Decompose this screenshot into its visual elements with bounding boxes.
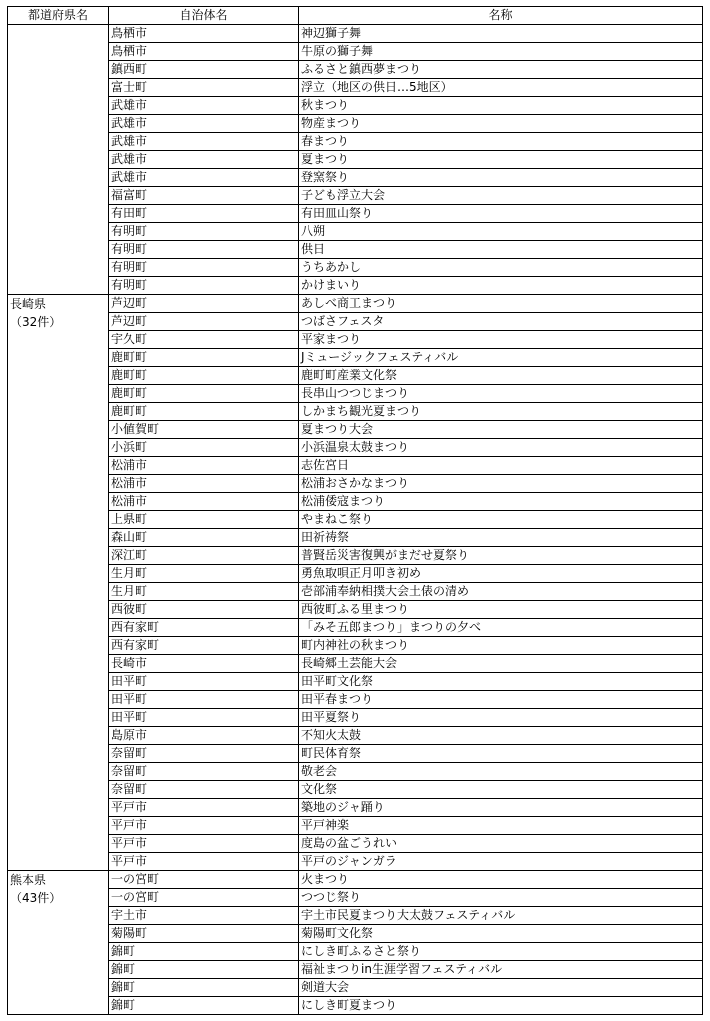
municipality-cell: 平戸市 (109, 853, 299, 871)
municipality-cell: 錦町 (109, 979, 299, 997)
table-row (8, 97, 703, 115)
event-name-cell: 福祉まつりin生涯学習フェスティバル (299, 961, 703, 979)
municipality-cell: 錦町 (109, 961, 299, 979)
event-name-cell: 平家まつり (299, 331, 703, 349)
municipality-cell: 深江町 (109, 547, 299, 565)
event-name-cell: 物産まつり (299, 115, 703, 133)
prefecture-cell (8, 25, 109, 295)
table-row (8, 349, 703, 367)
event-name-cell: 夏まつり (299, 151, 703, 169)
event-name-cell: 敬老会 (299, 763, 703, 781)
event-name-cell: 長串山つつじまつり (299, 385, 703, 403)
event-name-cell: Jミュージックフェスティバル (299, 349, 703, 367)
table-row (8, 331, 703, 349)
event-name-cell: 「みそ五郎まつり」まつりの夕べ (299, 619, 703, 637)
event-name-cell: 松浦おさかなまつり (299, 475, 703, 493)
municipality-cell: 菊陽町 (109, 925, 299, 943)
prefecture-count: （43件） (10, 891, 62, 905)
table-row (8, 79, 703, 97)
table-row (8, 925, 703, 943)
event-name-cell: 有田皿山祭り (299, 205, 703, 223)
table-row (8, 727, 703, 745)
event-name-cell: つばさフェスタ (299, 313, 703, 331)
prefecture-cell (8, 871, 109, 1015)
table-row (8, 187, 703, 205)
table-row (8, 547, 703, 565)
table-row (8, 817, 703, 835)
table-row (8, 799, 703, 817)
table-row (8, 295, 703, 313)
municipality-cell: 宇久町 (109, 331, 299, 349)
prefecture-cell (8, 295, 109, 871)
municipality-cell: 田平町 (109, 673, 299, 691)
municipality-cell: 武雄市 (109, 169, 299, 187)
table-row (8, 421, 703, 439)
municipality-cell: 有明町 (109, 241, 299, 259)
municipality-cell: 小浜町 (109, 439, 299, 457)
event-name-cell: 志佐宮日 (299, 457, 703, 475)
table-row (8, 115, 703, 133)
municipality-cell: 鳥栖市 (109, 25, 299, 43)
table-row (8, 205, 703, 223)
event-name-cell: ふるさと鎮西夢まつり (299, 61, 703, 79)
table-row (8, 403, 703, 421)
municipality-cell: 武雄市 (109, 115, 299, 133)
table-row (8, 457, 703, 475)
header-municipality: 自治体名 (109, 7, 299, 25)
event-name-cell: かけまいり (299, 277, 703, 295)
event-name-cell: 田平夏祭り (299, 709, 703, 727)
municipality-cell: 錦町 (109, 997, 299, 1015)
municipality-cell: 森山町 (109, 529, 299, 547)
municipality-cell: 小値賀町 (109, 421, 299, 439)
table-row (8, 889, 703, 907)
event-name-cell: 宇土市民夏まつり大太鼓フェスティバル (299, 907, 703, 925)
municipality-cell: 西有家町 (109, 637, 299, 655)
table-row (8, 133, 703, 151)
municipality-cell: 田平町 (109, 709, 299, 727)
event-name-cell: 春まつり (299, 133, 703, 151)
municipality-cell: 芦辺町 (109, 295, 299, 313)
table-row (8, 511, 703, 529)
event-name-cell: うちあかし (299, 259, 703, 277)
municipality-cell: 有明町 (109, 223, 299, 241)
event-name-cell: あしべ商工まつり (299, 295, 703, 313)
event-name-cell: 平戸のジャンガラ (299, 853, 703, 871)
municipality-cell: 鳥栖市 (109, 43, 299, 61)
table-row (8, 169, 703, 187)
event-name-cell: 度島の盆ごうれい (299, 835, 703, 853)
municipality-cell: 松浦市 (109, 457, 299, 475)
table-row (8, 475, 703, 493)
event-name-cell: 火まつり (299, 871, 703, 889)
prefecture-name: 長崎県 (10, 297, 47, 311)
municipality-cell: 一の宮町 (109, 889, 299, 907)
municipality-cell: 鹿町町 (109, 367, 299, 385)
event-name-cell: 登窯祭り (299, 169, 703, 187)
event-name-cell: 田平町文化祭 (299, 673, 703, 691)
municipality-cell: 生月町 (109, 583, 299, 601)
table-row (8, 223, 703, 241)
municipality-cell: 芦辺町 (109, 313, 299, 331)
municipality-cell: 西有家町 (109, 619, 299, 637)
municipality-cell: 長崎市 (109, 655, 299, 673)
municipality-cell: 松浦市 (109, 475, 299, 493)
municipality-cell: 平戸市 (109, 835, 299, 853)
event-name-cell: 剣道大会 (299, 979, 703, 997)
event-name-cell: 小浜温泉太鼓まつり (299, 439, 703, 457)
municipality-cell: 平戸市 (109, 799, 299, 817)
event-name-cell: つつじ祭り (299, 889, 703, 907)
table-row (8, 43, 703, 61)
event-name-cell: しかまち観光夏まつり (299, 403, 703, 421)
event-name-cell: 牛原の獅子舞 (299, 43, 703, 61)
event-name-cell: 秋まつり (299, 97, 703, 115)
header-row (8, 7, 703, 25)
event-name-cell: 長崎郷土芸能大会 (299, 655, 703, 673)
prefecture-count: （32件） (10, 315, 62, 329)
table-row (8, 637, 703, 655)
table-row (8, 385, 703, 403)
table-row (8, 619, 703, 637)
municipality-cell: 西彼町 (109, 601, 299, 619)
municipality-cell: 福富町 (109, 187, 299, 205)
municipality-cell: 島原市 (109, 727, 299, 745)
event-name-cell: 松浦倭寇まつり (299, 493, 703, 511)
table-row (8, 655, 703, 673)
table-row (8, 997, 703, 1015)
table-row (8, 61, 703, 79)
municipality-cell: 鹿町町 (109, 403, 299, 421)
table-row (8, 241, 703, 259)
table-row (8, 367, 703, 385)
municipality-cell: 奈留町 (109, 745, 299, 763)
table-row (8, 493, 703, 511)
event-name-cell: 神辺獅子舞 (299, 25, 703, 43)
table-row (8, 259, 703, 277)
event-name-cell: 夏まつり大会 (299, 421, 703, 439)
municipality-cell: 宇土市 (109, 907, 299, 925)
table-row (8, 763, 703, 781)
table-row (8, 871, 703, 889)
event-name-cell: 浮立（地区の供日…5地区） (299, 79, 703, 97)
table-body (8, 25, 703, 1015)
event-name-cell: 鹿町町産業文化祭 (299, 367, 703, 385)
event-name-cell: 勇魚取唄正月叩き初め (299, 565, 703, 583)
table-row (8, 907, 703, 925)
municipality-cell: 上県町 (109, 511, 299, 529)
table-row (8, 601, 703, 619)
event-name-cell: 西彼町ふる里まつり (299, 601, 703, 619)
municipality-cell: 錦町 (109, 943, 299, 961)
event-name-cell: 不知火太鼓 (299, 727, 703, 745)
table-row (8, 583, 703, 601)
table-row (8, 961, 703, 979)
table-row (8, 673, 703, 691)
municipality-cell: 奈留町 (109, 781, 299, 799)
table-row (8, 691, 703, 709)
festival-table (7, 6, 703, 1015)
event-name-cell: 平戸神楽 (299, 817, 703, 835)
table-row (8, 529, 703, 547)
table-row (8, 313, 703, 331)
municipality-cell: 有明町 (109, 277, 299, 295)
table-row (8, 853, 703, 871)
event-name-cell: 築地のジャ踊り (299, 799, 703, 817)
table-row (8, 151, 703, 169)
table-row (8, 277, 703, 295)
event-name-cell: 供日 (299, 241, 703, 259)
event-name-cell: 田祈祷祭 (299, 529, 703, 547)
municipality-cell: 生月町 (109, 565, 299, 583)
header-prefecture: 都道府県名 (8, 7, 109, 25)
municipality-cell: 平戸市 (109, 817, 299, 835)
municipality-cell: 松浦市 (109, 493, 299, 511)
event-name-cell: 普賢岳災害復興がまだせ夏祭り (299, 547, 703, 565)
event-name-cell: 菊陽町文化祭 (299, 925, 703, 943)
municipality-cell: 奈留町 (109, 763, 299, 781)
table-row (8, 781, 703, 799)
table-row (8, 439, 703, 457)
municipality-cell: 鹿町町 (109, 385, 299, 403)
event-name-cell: 田平春まつり (299, 691, 703, 709)
municipality-cell: 有明町 (109, 259, 299, 277)
event-name-cell: にしき町夏まつり (299, 997, 703, 1015)
event-name-cell: 子ども浮立大会 (299, 187, 703, 205)
municipality-cell: 武雄市 (109, 133, 299, 151)
table-row (8, 565, 703, 583)
municipality-cell: 鎮西町 (109, 61, 299, 79)
municipality-cell: 富士町 (109, 79, 299, 97)
municipality-cell: 一の宮町 (109, 871, 299, 889)
event-name-cell: やまねこ祭り (299, 511, 703, 529)
municipality-cell: 武雄市 (109, 97, 299, 115)
municipality-cell: 武雄市 (109, 151, 299, 169)
table-row (8, 979, 703, 997)
prefecture-name: 熊本県 (10, 873, 47, 887)
municipality-cell: 鹿町町 (109, 349, 299, 367)
table-row (8, 709, 703, 727)
municipality-cell: 田平町 (109, 691, 299, 709)
event-name-cell: 町民体育祭 (299, 745, 703, 763)
municipality-cell: 有田町 (109, 205, 299, 223)
event-name-cell: 町内神社の秋まつり (299, 637, 703, 655)
table-row (8, 25, 703, 43)
event-name-cell: 文化祭 (299, 781, 703, 799)
event-name-cell: 壱部浦奉納相撲大会土俵の清め (299, 583, 703, 601)
table-row (8, 943, 703, 961)
header-name: 名称 (299, 7, 703, 25)
table-row (8, 745, 703, 763)
event-name-cell: にしき町ふるさと祭り (299, 943, 703, 961)
table-row (8, 835, 703, 853)
event-name-cell: 八朔 (299, 223, 703, 241)
